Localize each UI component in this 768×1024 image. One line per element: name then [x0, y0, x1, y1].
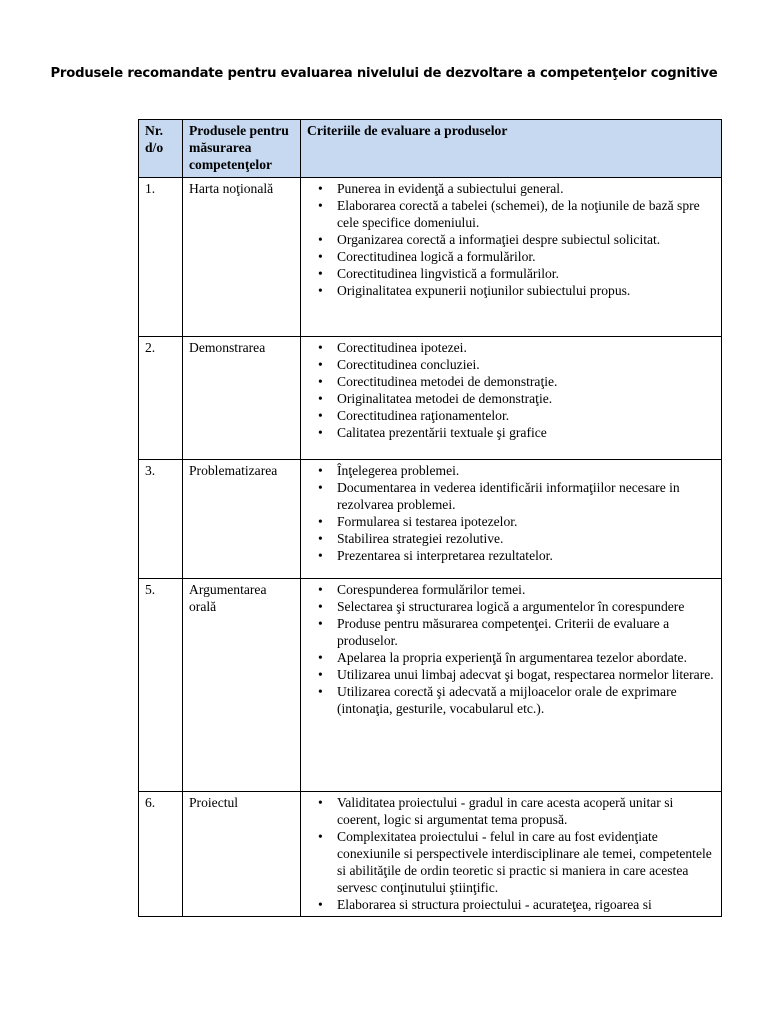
- criteria-item: • Originalitatea metodei de demonstraţie.: [337, 390, 715, 407]
- criteria-item: • Corectitudinea ipotezei.: [337, 339, 715, 356]
- criteria-item: • Produse pentru măsurarea competenţei. Criterii de evaluare a produselor.: [337, 615, 715, 649]
- table-row: [139, 178, 722, 337]
- criteria-item: • Stabilirea strategiei rezolutive.: [337, 530, 715, 547]
- criteria-list: [307, 339, 715, 441]
- table-header-row: [139, 120, 722, 178]
- product-name: Proiectul: [183, 792, 301, 917]
- criteria-cell: [301, 337, 722, 460]
- criteria-item: • Corectitudinea concluziei.: [337, 356, 715, 373]
- criteria-cell: [301, 579, 722, 792]
- criteria-item: • Originalitatea expunerii noţiunilor subiectului propus.: [337, 282, 715, 299]
- criteria-cell: [301, 792, 722, 917]
- criteria-item: • Utilizarea unui limbaj adecvat şi bogat, respectarea normelor literare.: [337, 666, 715, 683]
- row-number: 3.: [139, 460, 183, 579]
- criteria-item: • Punerea in evidenţă a subiectului general.: [337, 180, 715, 197]
- criteria-item: • Corespunderea formulărilor temei.: [337, 581, 715, 598]
- table-row: [139, 337, 722, 460]
- criteria-item: • Elaborarea si structura proiectului - acurateţea, rigoarea si: [337, 896, 715, 913]
- table-row: [139, 579, 722, 792]
- criteria-list: [307, 180, 715, 299]
- row-number: 6.: [139, 792, 183, 917]
- criteria-item: • Complexitatea proiectului - felul in care au fost evidenţiate conexiunile si perspectivele interdisciplinare ale temei, competentele si abilităţile de ordin teoretic si practic si maniera in care acestea servesc conţinutului ştiinţific.: [337, 828, 715, 896]
- criteria-item: • Organizarea corectă a informaţiei despre subiectul solicitat.: [337, 231, 715, 248]
- criteria-item: • Calitatea prezentării textuale şi grafice: [337, 424, 715, 441]
- criteria-item: • Elaborarea corectă a tabelei (schemei), de la noţiunile de bază spre cele specifice domeniului.: [337, 197, 715, 231]
- criteria-item: • Apelarea la propria experienţă în argumentarea tezelor abordate.: [337, 649, 715, 666]
- criteria-item: • Utilizarea corectă şi adecvată a mijloacelor orale de exprimare (intonaţia, gesturile, vocabularul etc.).: [337, 683, 715, 717]
- criteria-item: • Corectitudinea lingvistică a formulărilor.: [337, 265, 715, 282]
- criteria-item: • Formularea si testarea ipotezelor.: [337, 513, 715, 530]
- criteria-cell: [301, 178, 722, 337]
- row-number: 5.: [139, 579, 183, 792]
- criteria-list: [307, 462, 715, 564]
- criteria-item: • Validitatea proiectului - gradul in care acesta acoperă unitar si coerent, logic si argumentat tema propusă.: [337, 794, 715, 828]
- row-number: 1.: [139, 178, 183, 337]
- header-criteria: Criteriile de evaluare a produselor: [301, 120, 722, 178]
- criteria-item: • Documentarea in vederea identificării informaţiilor necesare in rezolvarea problemei.: [337, 479, 715, 513]
- criteria-table: [138, 119, 722, 917]
- document-title: Produsele recomandate pentru evaluarea nivelului de dezvoltare a competenţelor cognitive: [50, 66, 718, 81]
- product-name: Problematizarea: [183, 460, 301, 579]
- criteria-item: • Prezentarea si interpretarea rezultatelor.: [337, 547, 715, 564]
- header-nr: Nr. d/o: [139, 120, 183, 178]
- product-name: Argumentarea orală: [183, 579, 301, 792]
- table-row: [139, 460, 722, 579]
- criteria-list: [307, 794, 715, 913]
- product-name: Demonstrarea: [183, 337, 301, 460]
- product-name: Harta noţională: [183, 178, 301, 337]
- criteria-item: • Înţelegerea problemei.: [337, 462, 715, 479]
- header-product: Produsele pentru măsurarea competenţelor: [183, 120, 301, 178]
- table-row: [139, 792, 722, 917]
- criteria-cell: [301, 460, 722, 579]
- criteria-item: • Corectitudinea logică a formulărilor.: [337, 248, 715, 265]
- criteria-item: • Corectitudinea raţionamentelor.: [337, 407, 715, 424]
- criteria-list: [307, 581, 715, 717]
- row-number: 2.: [139, 337, 183, 460]
- criteria-item: • Selectarea şi structurarea logică a argumentelor în corespundere: [337, 598, 715, 615]
- criteria-item: • Corectitudinea metodei de demonstraţie.: [337, 373, 715, 390]
